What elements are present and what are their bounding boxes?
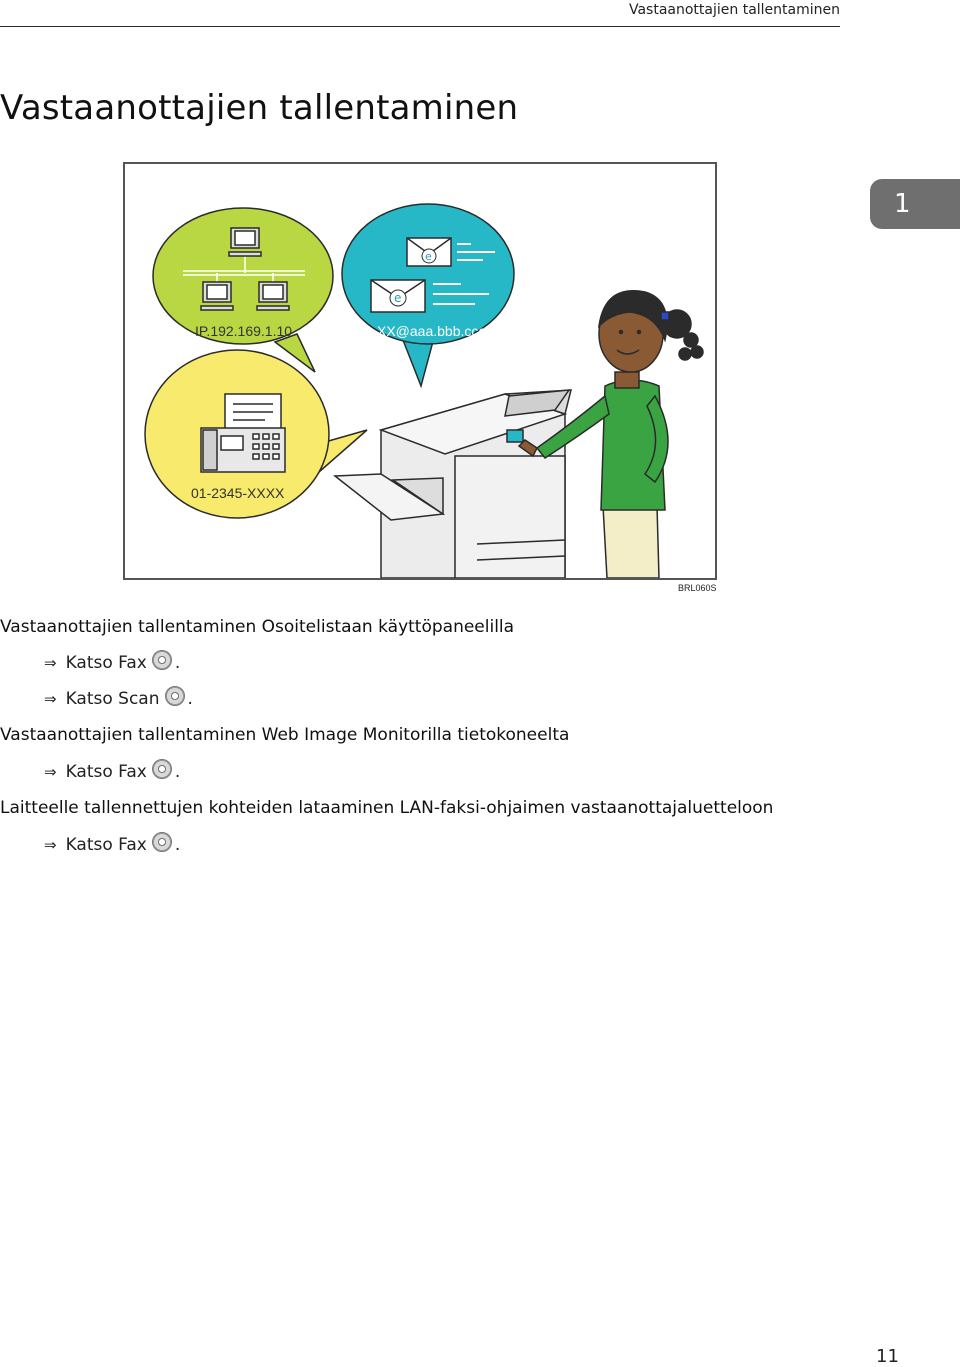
chapter-tab (870, 179, 960, 229)
arrow-icon: ⇒ (44, 690, 57, 708)
reference-punct: . (174, 653, 181, 673)
computer-icon (201, 282, 233, 310)
cd-icon (152, 759, 172, 779)
illustration (123, 162, 717, 580)
email-bubble (342, 204, 514, 386)
mail-letter: e (394, 291, 402, 305)
cd-icon (165, 686, 185, 706)
email-address: XX@aaa.bbb.ccc (377, 323, 486, 339)
section-heading-lan-fax: Laitteelle tallennettujen kohteiden lataaminen LAN-faksi-ohjaimen vastaanottajaluetteloon (0, 798, 774, 818)
page-number: 11 (876, 1346, 899, 1367)
chapter-number: 1 (894, 189, 911, 219)
network-bubble (153, 208, 333, 372)
running-header: Vastaanottajien tallentaminen (628, 2, 840, 18)
cd-icon (152, 650, 172, 670)
reference-text: Katso Scan (65, 689, 160, 709)
reference-punct: . (174, 762, 181, 782)
reference-punct: . (174, 835, 181, 855)
fax-bubble (145, 350, 367, 518)
cd-icon (152, 832, 172, 852)
reference-fax (44, 835, 180, 855)
page-title: Vastaanottajien tallentaminen (0, 88, 519, 128)
arrow-icon: ⇒ (44, 654, 57, 672)
reference-fax (44, 762, 180, 782)
reference-text: Katso Fax (65, 762, 147, 782)
mail-letter: e (425, 250, 432, 263)
illustration-svg (125, 164, 715, 578)
section-heading-control-panel: Vastaanottajien tallentaminen Osoitelistaan käyttöpaneelilla (0, 617, 515, 637)
reference-text: Katso Fax (65, 653, 147, 673)
computer-icon (229, 228, 261, 256)
reference-fax (44, 653, 180, 673)
header-rule (0, 26, 840, 27)
arrow-icon: ⇒ (44, 836, 57, 854)
fax-number: 01-2345-XXXX (191, 485, 285, 501)
computer-icon (257, 282, 289, 310)
network-address: IP.192.169.1.10 (195, 323, 293, 339)
reference-punct: . (187, 689, 193, 709)
arrow-icon: ⇒ (44, 763, 57, 781)
section-heading-web-image-monitor: Vastaanottajien tallentaminen Web Image Monitorilla tietokoneelta (0, 725, 570, 745)
figure-code: BRL060S (678, 583, 717, 593)
reference-scan (44, 689, 193, 709)
reference-text: Katso Fax (65, 835, 147, 855)
printer-illustration (335, 390, 571, 578)
